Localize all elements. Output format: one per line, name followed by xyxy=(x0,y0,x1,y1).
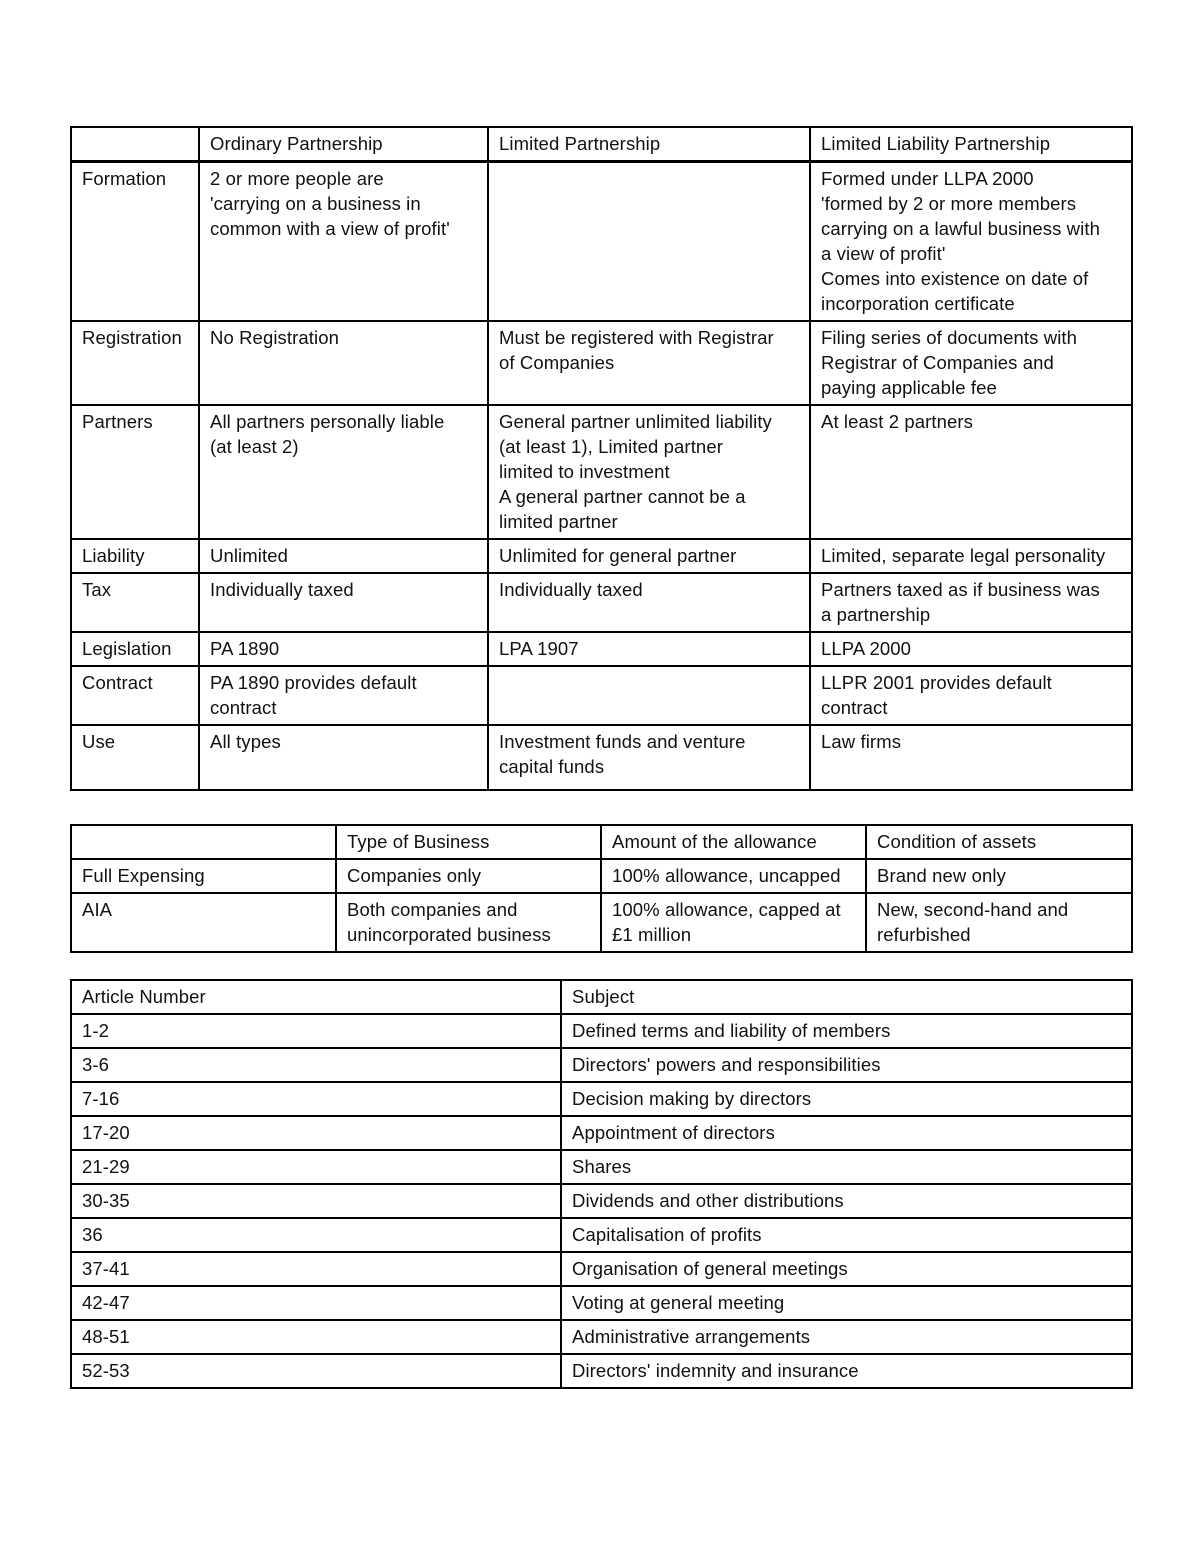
table-row-legislation xyxy=(71,632,1132,666)
partnership-comparison-table xyxy=(70,126,1133,791)
table-row xyxy=(71,1354,1132,1388)
table-row xyxy=(71,1252,1132,1286)
table-cell: Limited, separate legal personality xyxy=(810,539,1132,573)
table-cell: Unlimited for general partner xyxy=(488,539,810,573)
header-cell-limited-partnership: Limited Partnership xyxy=(488,127,810,162)
table-row-partners xyxy=(71,405,1132,539)
table-cell: No Registration xyxy=(199,321,488,405)
table-cell: New, second-hand and refurbished xyxy=(866,893,1132,952)
header-cell-llp: Limited Liability Partnership xyxy=(810,127,1132,162)
article-subject: Shares xyxy=(561,1150,1132,1184)
table-cell xyxy=(488,162,810,322)
table-header-row xyxy=(71,980,1132,1014)
article-number: 3-6 xyxy=(71,1048,561,1082)
row-label: Registration xyxy=(71,321,199,405)
article-subject: Defined terms and liability of members xyxy=(561,1014,1132,1048)
table-row-contract xyxy=(71,666,1132,725)
article-subject: Appointment of directors xyxy=(561,1116,1132,1150)
table-cell: All types xyxy=(199,725,488,790)
table-row-aia xyxy=(71,893,1132,952)
table-cell: Individually taxed xyxy=(488,573,810,632)
table-cell: Partners taxed as if business was a partnership xyxy=(810,573,1132,632)
table-cell: 2 or more people are 'carrying on a business in common with a view of profit' xyxy=(199,162,488,322)
header-cell-type-of-business: Type of Business xyxy=(336,825,601,859)
table-cell: Filing series of documents with Registrar of Companies and paying applicable fee xyxy=(810,321,1132,405)
table-cell: LPA 1907 xyxy=(488,632,810,666)
article-number: 48-51 xyxy=(71,1320,561,1354)
row-label: Contract xyxy=(71,666,199,725)
article-number: 1-2 xyxy=(71,1014,561,1048)
header-cell-subject: Subject xyxy=(561,980,1132,1014)
table-cell: LLPA 2000 xyxy=(810,632,1132,666)
table-row-full-expensing xyxy=(71,859,1132,893)
article-number: 21-29 xyxy=(71,1150,561,1184)
table-row-liability xyxy=(71,539,1132,573)
article-subject: Directors' indemnity and insurance xyxy=(561,1354,1132,1388)
header-cell-ordinary-partnership: Ordinary Partnership xyxy=(199,127,488,162)
article-number: 7-16 xyxy=(71,1082,561,1116)
header-cell-blank xyxy=(71,825,336,859)
row-label: Legislation xyxy=(71,632,199,666)
table-cell: LLPR 2001 provides default contract xyxy=(810,666,1132,725)
article-subject: Dividends and other distributions xyxy=(561,1184,1132,1218)
article-subject: Directors' powers and responsibilities xyxy=(561,1048,1132,1082)
table-row xyxy=(71,1320,1132,1354)
row-label: Use xyxy=(71,725,199,790)
table-cell: Law firms xyxy=(810,725,1132,790)
table-cell: Companies only xyxy=(336,859,601,893)
table-cell: Both companies and unincorporated business xyxy=(336,893,601,952)
article-subject: Capitalisation of profits xyxy=(561,1218,1132,1252)
article-number: 30-35 xyxy=(71,1184,561,1218)
table-cell: Brand new only xyxy=(866,859,1132,893)
table-row xyxy=(71,1286,1132,1320)
row-label: Liability xyxy=(71,539,199,573)
capital-allowance-table xyxy=(70,824,1133,953)
table-cell: 100% allowance, capped at £1 million xyxy=(601,893,866,952)
table-cell: Investment funds and venture capital funds xyxy=(488,725,810,790)
article-subject: Decision making by directors xyxy=(561,1082,1132,1116)
table-row xyxy=(71,1218,1132,1252)
table-cell: At least 2 partners xyxy=(810,405,1132,539)
article-number: 37-41 xyxy=(71,1252,561,1286)
article-subject: Organisation of general meetings xyxy=(561,1252,1132,1286)
table-cell: Unlimited xyxy=(199,539,488,573)
table-cell: Formed under LLPA 2000 'formed by 2 or more members carrying on a lawful business with a view of profit' Comes into existence on date of incorporation certificate xyxy=(810,162,1132,322)
table-row-formation xyxy=(71,162,1132,322)
table-row xyxy=(71,1184,1132,1218)
header-cell-blank xyxy=(71,127,199,162)
article-subject: Voting at general meeting xyxy=(561,1286,1132,1320)
table-row xyxy=(71,1150,1132,1184)
article-number: 17-20 xyxy=(71,1116,561,1150)
row-label: Partners xyxy=(71,405,199,539)
table-row-registration xyxy=(71,321,1132,405)
table-cell: PA 1890 provides default contract xyxy=(199,666,488,725)
table-row-tax xyxy=(71,573,1132,632)
article-number: 42-47 xyxy=(71,1286,561,1320)
table-header-row xyxy=(71,127,1132,162)
article-number: 36 xyxy=(71,1218,561,1252)
article-subject: Administrative arrangements xyxy=(561,1320,1132,1354)
table-row xyxy=(71,1014,1132,1048)
article-number: 52-53 xyxy=(71,1354,561,1388)
header-cell-amount: Amount of the allowance xyxy=(601,825,866,859)
table-cell: General partner unlimited liability (at least 1), Limited partner limited to investment A general partner cannot be a limited partner xyxy=(488,405,810,539)
table-row xyxy=(71,1116,1132,1150)
row-label: Tax xyxy=(71,573,199,632)
table-cell xyxy=(488,666,810,725)
table-cell: 100% allowance, uncapped xyxy=(601,859,866,893)
table-cell: Individually taxed xyxy=(199,573,488,632)
model-articles-table xyxy=(70,979,1133,1389)
table-row xyxy=(71,1048,1132,1082)
table-row xyxy=(71,1082,1132,1116)
header-cell-article-number: Article Number xyxy=(71,980,561,1014)
table-cell: Must be registered with Registrar of Companies xyxy=(488,321,810,405)
table-row-use xyxy=(71,725,1132,790)
table-header-row xyxy=(71,825,1132,859)
row-label: Full Expensing xyxy=(71,859,336,893)
header-cell-condition: Condition of assets xyxy=(866,825,1132,859)
row-label: AIA xyxy=(71,893,336,952)
table-cell: PA 1890 xyxy=(199,632,488,666)
row-label: Formation xyxy=(71,162,199,322)
table-cell: All partners personally liable (at least 2) xyxy=(199,405,488,539)
